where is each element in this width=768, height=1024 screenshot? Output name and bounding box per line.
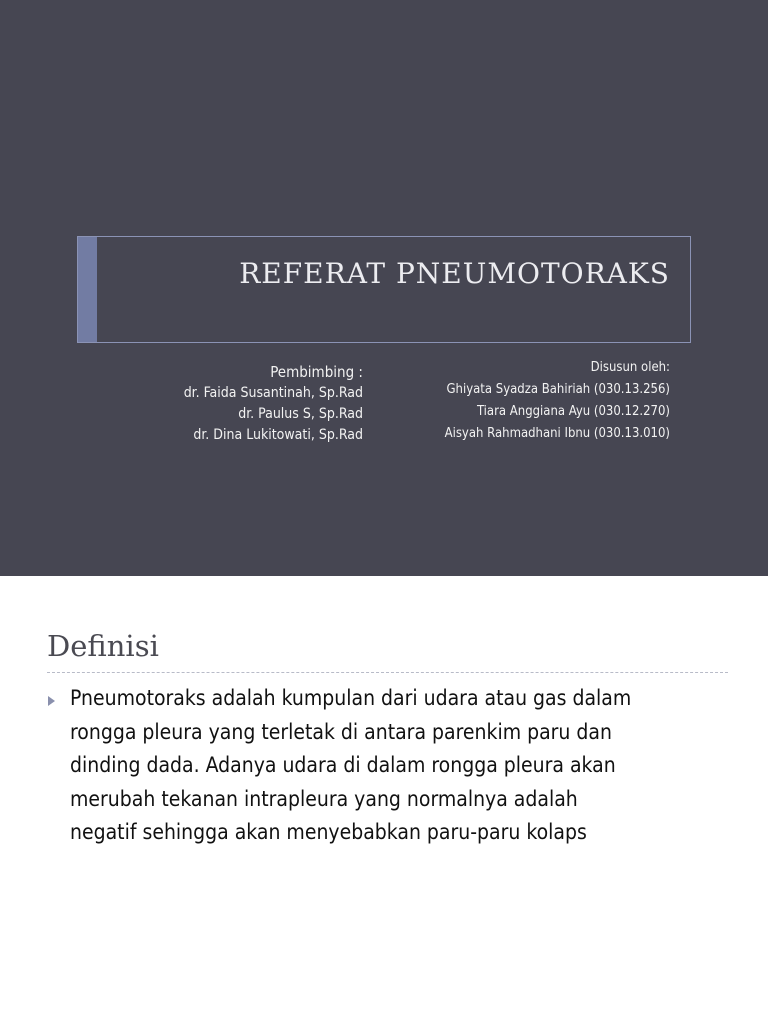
authors-heading: Disusun oleh:	[590, 360, 670, 375]
advisor-name: dr. Faida Susantinah, Sp.Rad	[183, 385, 363, 401]
advisor-name: dr. Dina Lukitowati, Sp.Rad	[193, 427, 363, 443]
triangle-right-icon	[48, 696, 55, 706]
bullet-paragraph	[70, 682, 740, 850]
advisor-name: dr. Paulus S, Sp.Rad	[238, 406, 363, 422]
bullet-line: Pneumotoraks adalah kumpulan dari udara atau gas dalam	[70, 686, 632, 710]
author-name: Tiara Anggiana Ayu (030.12.270)	[476, 404, 670, 419]
content-slide	[0, 576, 768, 1024]
section-heading: Definisi	[47, 629, 159, 663]
author-name: Aisyah Rahmadhani Ibnu (030.13.010)	[444, 426, 670, 441]
slide-title: REFERAT PNEUMOTORAKS	[239, 257, 670, 290]
heading-divider	[47, 672, 728, 673]
advisors-block	[120, 362, 363, 446]
authors-block	[380, 357, 670, 445]
bullet-line: negatif sehingga akan menyebabkan paru-paru kolaps	[70, 820, 587, 844]
title-accent-bar	[78, 237, 97, 342]
author-name: Ghiyata Syadza Bahiriah (030.13.256)	[446, 382, 670, 397]
bullet-line: rongga pleura yang terletak di antara parenkim paru dan	[70, 719, 612, 744]
bullet-line: dinding dada. Adanya udara di dalam rongga pleura akan	[70, 753, 616, 777]
advisors-heading: Pembimbing :	[270, 363, 363, 381]
bullet-line: merubah tekanan intrapleura yang normalnya adalah	[70, 786, 578, 811]
title-box	[77, 236, 691, 343]
